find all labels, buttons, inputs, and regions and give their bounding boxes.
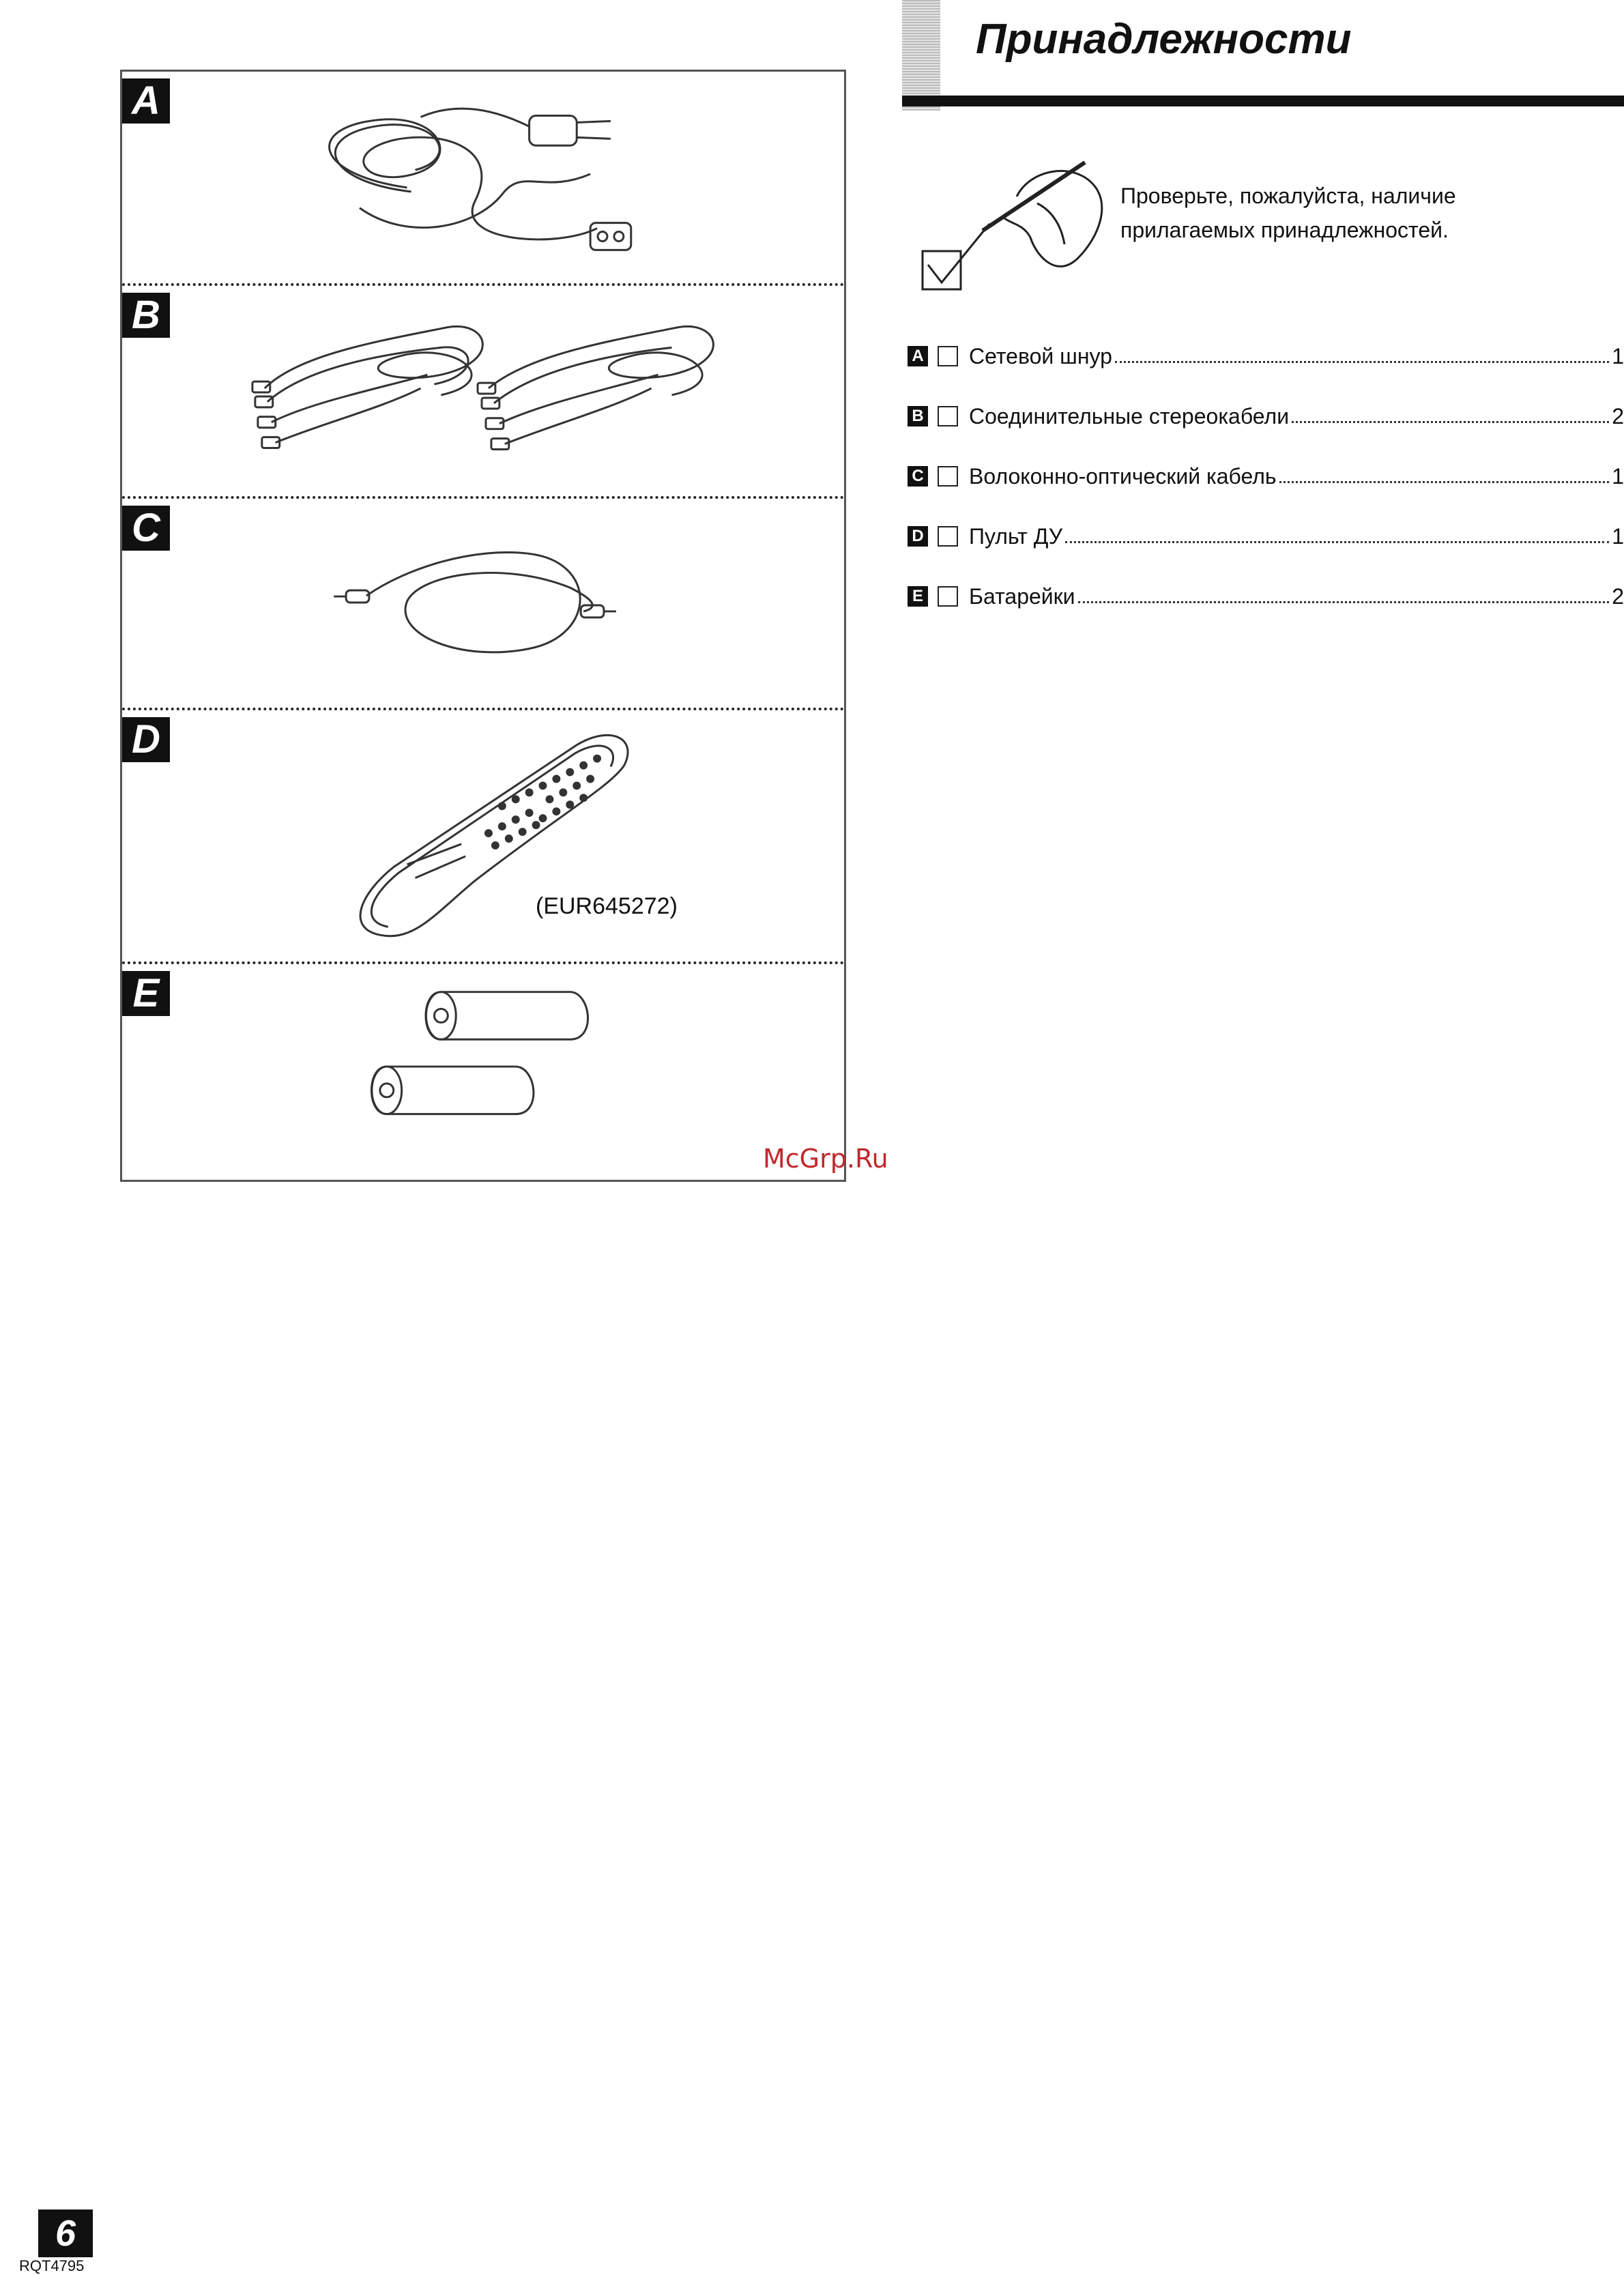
illustration-panel xyxy=(120,70,846,1182)
remote-model-number: (EUR645272) xyxy=(536,893,678,919)
section-b xyxy=(122,283,844,499)
stereo-cables-illustration xyxy=(122,286,844,499)
accessory-letter: D xyxy=(908,526,928,547)
accessory-item-e xyxy=(908,566,1624,626)
hand-checkmark-icon xyxy=(914,156,1119,299)
check-instruction xyxy=(1120,179,1456,247)
title-rule xyxy=(902,96,1624,106)
section-letter-b: B xyxy=(122,293,170,338)
accessory-quantity: 2 xyxy=(1612,583,1624,609)
instruction-line-2: прилагаемых принадлежностей. xyxy=(1120,218,1449,242)
accessory-name: Волоконно-оптический кабель xyxy=(969,463,1277,489)
section-letter-a: A xyxy=(122,78,170,124)
leader-dots xyxy=(1292,421,1609,423)
accessory-letter: C xyxy=(908,466,928,487)
accessory-quantity: 1 xyxy=(1612,343,1624,368)
leader-dots xyxy=(1065,541,1609,543)
accessory-name: Батарейки xyxy=(969,583,1075,609)
section-letter-e: E xyxy=(122,971,170,1016)
section-letter-c: C xyxy=(122,506,170,551)
title-decoration xyxy=(902,0,940,111)
accessory-quantity: 1 xyxy=(1612,523,1624,549)
remote-control-illustration xyxy=(122,710,844,964)
leader-dots xyxy=(1078,601,1610,603)
section-e xyxy=(122,961,844,1185)
accessory-item-b xyxy=(908,386,1624,446)
accessory-quantity: 1 xyxy=(1612,463,1624,489)
accessory-quantity: 2 xyxy=(1612,403,1624,429)
accessory-item-a xyxy=(908,326,1624,386)
watermark: McGrp.Ru xyxy=(763,1144,888,1174)
accessory-checkbox[interactable] xyxy=(938,346,958,366)
accessory-list xyxy=(908,326,1624,626)
leader-dots xyxy=(1115,361,1609,363)
optical-cable-illustration xyxy=(122,499,844,710)
leader-dots xyxy=(1279,481,1610,483)
accessory-checkbox[interactable] xyxy=(938,526,958,547)
accessory-letter: E xyxy=(908,586,928,607)
section-d xyxy=(122,708,844,964)
accessory-checkbox[interactable] xyxy=(938,466,958,487)
accessory-checkbox[interactable] xyxy=(938,586,958,607)
section-letter-d: D xyxy=(122,717,170,762)
accessory-name: Пульт ДУ xyxy=(969,523,1063,549)
section-a xyxy=(122,72,844,283)
section-c xyxy=(122,496,844,710)
accessory-item-c xyxy=(908,446,1624,506)
batteries-illustration xyxy=(122,964,844,1185)
accessory-name: Сетевой шнур xyxy=(969,343,1112,368)
page-title: Принадлежности xyxy=(976,16,1352,63)
accessory-checkbox[interactable] xyxy=(938,406,958,426)
document-code: RQT4795 xyxy=(19,2257,85,2274)
accessory-letter: B xyxy=(908,406,928,426)
instruction-line-1: Проверьте, пожалуйста, наличие xyxy=(1120,184,1456,208)
accessory-name: Соединительные стереокабели xyxy=(969,403,1290,429)
ac-mains-lead-illustration xyxy=(122,72,844,283)
accessory-item-d xyxy=(908,506,1624,566)
page-number: 6 xyxy=(38,2209,93,2257)
accessory-letter: A xyxy=(908,346,928,366)
